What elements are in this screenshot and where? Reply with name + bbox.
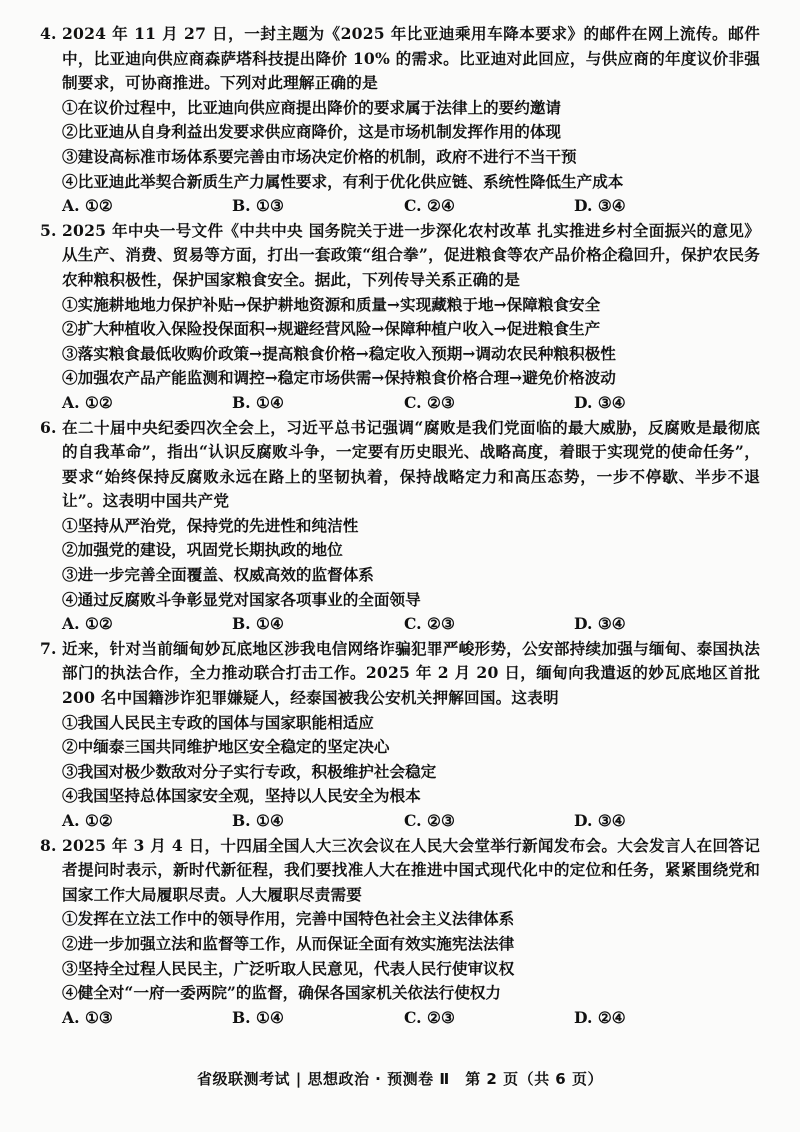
question-stem: 5. 2025 年中央一号文件《中共中央 国务院关于进一步深化农村改革 扎实推进乡村全面振兴的意见》从生产、消费、贸易等方面，打出一套政策“组合拳”，促进粮食等农产品价格企稳回升，保护农民务农种粮积极性，保护国家粮食安全。据此，下列传导关系正确的是 bbox=[40, 220, 760, 289]
option: ③建设高标准市场体系要完善由市场决定价格的机制，政府不进行不当干预 bbox=[62, 146, 577, 166]
choice-d[interactable]: D. ③④ bbox=[574, 614, 626, 634]
option: ②比亚迪从自身利益出发要求供应商降价，这是市场机制发挥作用的体现 bbox=[62, 122, 562, 142]
option: ①实施耕地地力保护补贴→保护耕地资源和质量→实现藏粮于地→保障粮食安全 bbox=[62, 294, 601, 314]
question-number: 7. bbox=[40, 638, 57, 658]
option: ①坚持从严治党，保持党的先进性和纯洁性 bbox=[62, 515, 359, 535]
option: ②加强党的建设，巩固党长期执政的地位 bbox=[62, 540, 343, 560]
choice-d[interactable]: D. ②④ bbox=[574, 1007, 626, 1027]
question-number: 4. bbox=[40, 24, 57, 43]
question-stem: 8. 2025 年 3 月 4 日，十四届全国人大三次会议在人民大会堂举行新闻发布会。大会发言人在回答记者提问时表示，新时代新征程，我们要找准人大在推进中国式现代化中的定位和任务，紧紧围绕党和国家工作大局履职尽责。人大履职尽责需要 bbox=[40, 835, 760, 904]
option: ①在议价过程中，比亚迪向供应商提出降价的要求属于法律上的要约邀请 bbox=[62, 97, 562, 117]
answer-choices bbox=[62, 612, 760, 637]
answer-choices bbox=[62, 809, 760, 834]
choice-d[interactable]: D. ③④ bbox=[574, 196, 626, 216]
option: ①发挥在立法工作中的领导作用，完善中国特色社会主义法律体系 bbox=[62, 909, 515, 929]
choice-a[interactable]: A. ①② bbox=[62, 614, 113, 634]
option: ④健全对“一府一委两院”的监督，确保各国家机关依法行使权力 bbox=[62, 983, 501, 1003]
question-8 bbox=[40, 834, 760, 1031]
choice-b[interactable]: B. ①③ bbox=[232, 196, 284, 216]
choice-b[interactable]: B. ①④ bbox=[232, 614, 284, 634]
choice-b[interactable]: B. ①④ bbox=[232, 1007, 284, 1027]
option: ③我国对极少数敌对分子实行专政，积极维护社会稳定 bbox=[62, 761, 437, 781]
option: ③坚持全过程人民民主，广泛听取人民意见，代表人民行使审议权 bbox=[62, 958, 515, 978]
question-number: 6. bbox=[40, 417, 57, 437]
choice-a[interactable]: A. ①② bbox=[62, 196, 113, 216]
choice-a[interactable]: A. ①② bbox=[62, 811, 113, 830]
question-4 bbox=[40, 22, 760, 219]
choice-d[interactable]: D. ③④ bbox=[574, 392, 626, 412]
option: ④比亚迪此举契合新质生产力属性要求，有利于优化供应链、系统性降低生产成本 bbox=[62, 171, 624, 191]
option: ③进一步完善全面覆盖、权威高效的监督体系 bbox=[62, 565, 374, 585]
answer-choices bbox=[62, 194, 760, 219]
option: ②扩大种植收入保险投保面积→规避经营风险→保障种植户收入→促进粮食生产 bbox=[62, 319, 601, 339]
choice-c[interactable]: C. ②③ bbox=[404, 1007, 455, 1027]
question-6 bbox=[40, 416, 760, 637]
question-number: 5. bbox=[40, 220, 57, 240]
option: ①我国人民民主专政的国体与国家职能相适应 bbox=[62, 712, 374, 732]
choice-a[interactable]: A. ①③ bbox=[62, 1007, 113, 1027]
page-footer: 省级联测考试 | 思想政治 · 预测卷 Ⅱ 第 2 页（共 6 页） bbox=[197, 1070, 603, 1088]
choice-c[interactable]: C. ②④ bbox=[404, 196, 455, 216]
question-number: 8. bbox=[40, 835, 57, 855]
answer-choices bbox=[62, 1006, 760, 1031]
option: ②中缅泰三国共同维护地区安全稳定的坚定决心 bbox=[62, 737, 390, 757]
choice-d[interactable]: D. ③④ bbox=[574, 811, 626, 830]
option: ④我国坚持总体国家安全观，坚持以人民安全为根本 bbox=[62, 786, 421, 806]
question-stem: 7. 近来，针对当前缅甸妙瓦底地区涉我电信网络诈骗犯罪严峻形势，公安部持续加强与缅甸、泰国执法部门的执法合作，全力推动联合打击工作。2025 年 2 月 20 日，缅甸向我遣返的妙瓦底地区首批 200 名中国籍涉诈犯罪嫌疑人，经泰国被我公安机关押解回国。这表明 bbox=[40, 638, 760, 708]
choice-c[interactable]: C. ②③ bbox=[404, 392, 455, 412]
choice-b[interactable]: B. ①④ bbox=[232, 392, 284, 412]
choice-a[interactable]: A. ①② bbox=[62, 392, 113, 412]
choice-b[interactable]: B. ①④ bbox=[232, 811, 284, 830]
question-stem: 6. 在二十届中央纪委四次全会上，习近平总书记强调“腐败是我们党面临的最大威胁，反腐败是最彻底的自我革命”，指出“认识反腐败斗争，一定要有历史眼光、战略高度，着眼于实现党的使命任务”，要求“始终保持反腐败永远在路上的坚韧执着，保持战略定力和高压态势，一步不停歇、半步不退让”。这表明中国共产党 bbox=[40, 417, 760, 511]
question-5 bbox=[40, 219, 760, 416]
question-7 bbox=[40, 637, 760, 834]
option: ③落实粮食最低收购价政策→提高粮食价格→稳定收入预期→调动农民种粮积极性 bbox=[62, 343, 616, 363]
option: ②进一步加强立法和监督等工作，从而保证全面有效实施宪法法律 bbox=[62, 933, 515, 953]
question-stem: 4. 2024 年 11 月 27 日，一封主题为《2025 年比亚迪乘用车降本要求》的邮件在网上流传。邮件中，比亚迪向供应商森萨塔科技提出降价 10% 的需求。比亚迪对此回应，与供应商的年度议价非强制要求，可协商推进。下列对此理解正确的是 bbox=[40, 24, 760, 93]
choice-c[interactable]: C. ②③ bbox=[404, 614, 455, 634]
option: ④加强农产品产能监测和调控→稳定市场供需→保持粮食价格合理→避免价格波动 bbox=[62, 368, 616, 388]
option: ④通过反腐败斗争彰显党对国家各项事业的全面领导 bbox=[62, 589, 421, 609]
answer-choices bbox=[62, 391, 760, 416]
choice-c[interactable]: C. ②③ bbox=[404, 811, 455, 830]
